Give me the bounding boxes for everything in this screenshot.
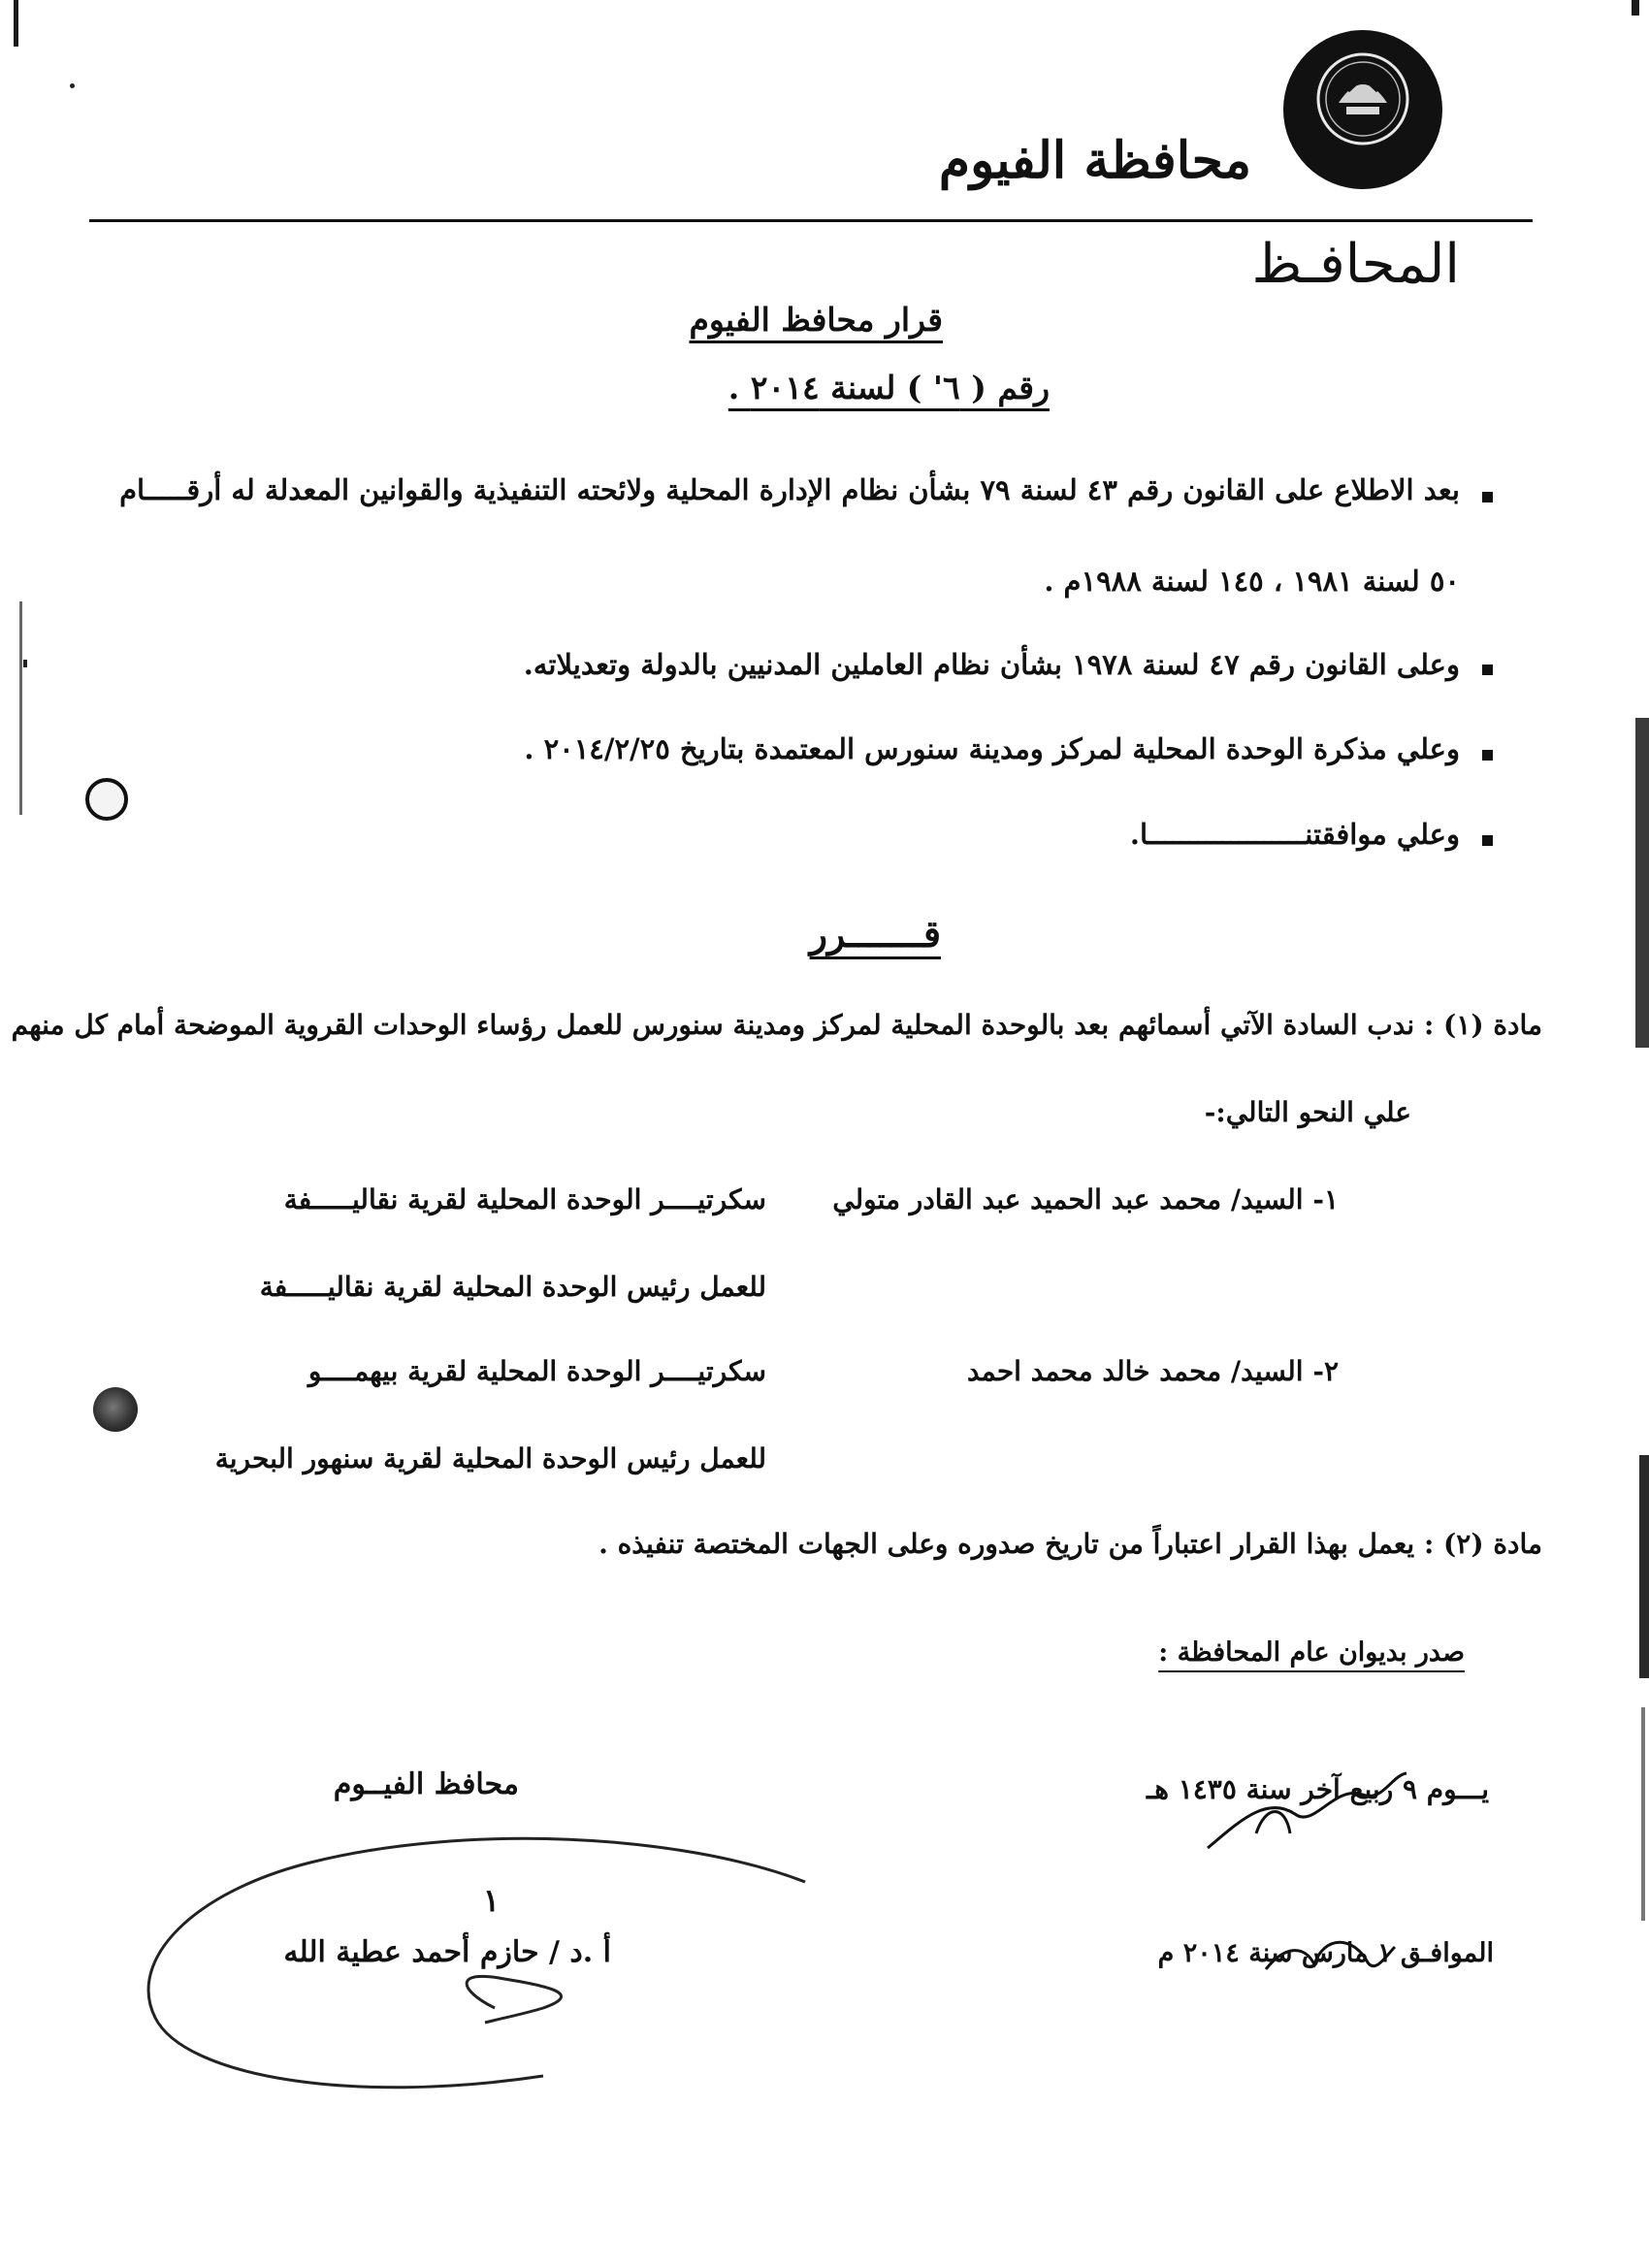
preamble-clause: وعلي موافقتنـــــــــــــــــــا.	[1129, 818, 1460, 851]
preamble-clause: بعد الاطلاع على القانون رقم ٤٣ لسنة ٧٩ بشأن نظام الإدارة المحلية ولائحته التنفيذية والقوانين المعدلة له أرقـــــام	[119, 473, 1460, 506]
appointee-current-post: سكرتيــــر الوحدة المحلية لقرية نقاليـــــفة	[283, 1183, 766, 1215]
punch-hole	[93, 1387, 138, 1432]
appointee-new-post: للعمل رئيس الوحدة المحلية لقرية نقاليـــــفة	[259, 1271, 766, 1303]
governorate-name: محافظة الفيوم	[938, 131, 1251, 190]
scan-speck	[70, 83, 75, 88]
bullet	[1482, 664, 1493, 675]
appointee-new-post: للعمل رئيس الوحدة المحلية لقرية سنهور البحرية	[214, 1442, 766, 1474]
signatory-title: محافظ الفيــوم	[333, 1767, 519, 1801]
preamble-clause: وعلى القانون رقم ٤٧ لسنة ١٩٧٨ بشأن نظام العاملين المدنيين بالدولة وتعديلاته.	[523, 648, 1460, 681]
issued-place: صدر بديوان عام المحافظة :	[1158, 1637, 1465, 1668]
article-1-continuation: علي النحو التالي:-	[1204, 1096, 1411, 1128]
bullet	[1482, 835, 1493, 846]
scan-speck	[23, 660, 27, 667]
punch-hole	[85, 778, 128, 821]
header-rule	[89, 219, 1533, 222]
signature-mark: ١	[482, 1882, 500, 1919]
scan-edge-mark	[14, 0, 18, 47]
scan-edge-mark	[1639, 1455, 1649, 1678]
appointee-name: ١- السيد/ محمد عبد الحميد عبد القادر متولي	[832, 1183, 1339, 1215]
decree-number: رقم ( ٦' ) لسنة ٢٠١٤ .	[728, 369, 1050, 406]
governorate-seal-icon	[1280, 27, 1445, 192]
handwritten-date-icon	[1198, 1756, 1411, 1863]
bullet	[1482, 750, 1493, 761]
scan-edge-mark	[1635, 718, 1649, 1048]
preamble-clause-continued: ٥٠ لسنة ١٩٨١ ، ١٤٥ لسنة ١٩٨٨م .	[1044, 565, 1460, 598]
handwritten-date-icon	[1261, 1926, 1397, 1984]
scan-edge-mark	[19, 601, 22, 815]
decree-title: قرار محافظ الفيوم	[689, 301, 943, 339]
handwritten-signature-icon	[136, 1824, 834, 2115]
issued-gregorian-date: الموافـق ١ مارس سنة ٢٠١٤ م	[1157, 1938, 1494, 1968]
issued-hijri-date: يـــوم ٩ ربيع آخر سنة ١٤٣٥ هـ	[1147, 1773, 1489, 1805]
preamble-clause: وعلي مذكرة الوحدة المحلية لمركز ومدينة سنورس المعتمدة بتاريخ ٢٠١٤/٢/٢٥ .	[524, 732, 1460, 765]
signatory-name: أ .د / حازم أحمد عطية الله	[283, 1935, 611, 1969]
decides-heading: قـــــــرر	[809, 912, 941, 956]
article-1-text: مادة (١) : ندب السادة الآتي أسمائهم بعد بالوحدة المحلية لمركز ومدينة سنورس للعمل رؤساء الوحدات القروية الموضحة أمام كل منهم	[11, 1009, 1542, 1041]
scan-edge-mark	[1632, 0, 1639, 16]
appointee-current-post: سكرتيــــر الوحدة المحلية لقرية بيهمــــو	[307, 1355, 766, 1387]
appointee-name: ٢- السيد/ محمد خالد محمد احمد	[966, 1355, 1339, 1387]
bullet	[1482, 492, 1493, 502]
article-2-text: مادة (٢) : يعمل بهذا القرار اعتباراً من تاريخ صدوره وعلى الجهات المختصة تنفيذه .	[598, 1528, 1542, 1560]
governor-office-label: المحافـظ	[1251, 233, 1460, 296]
scan-edge-mark	[1641, 1707, 1645, 1921]
